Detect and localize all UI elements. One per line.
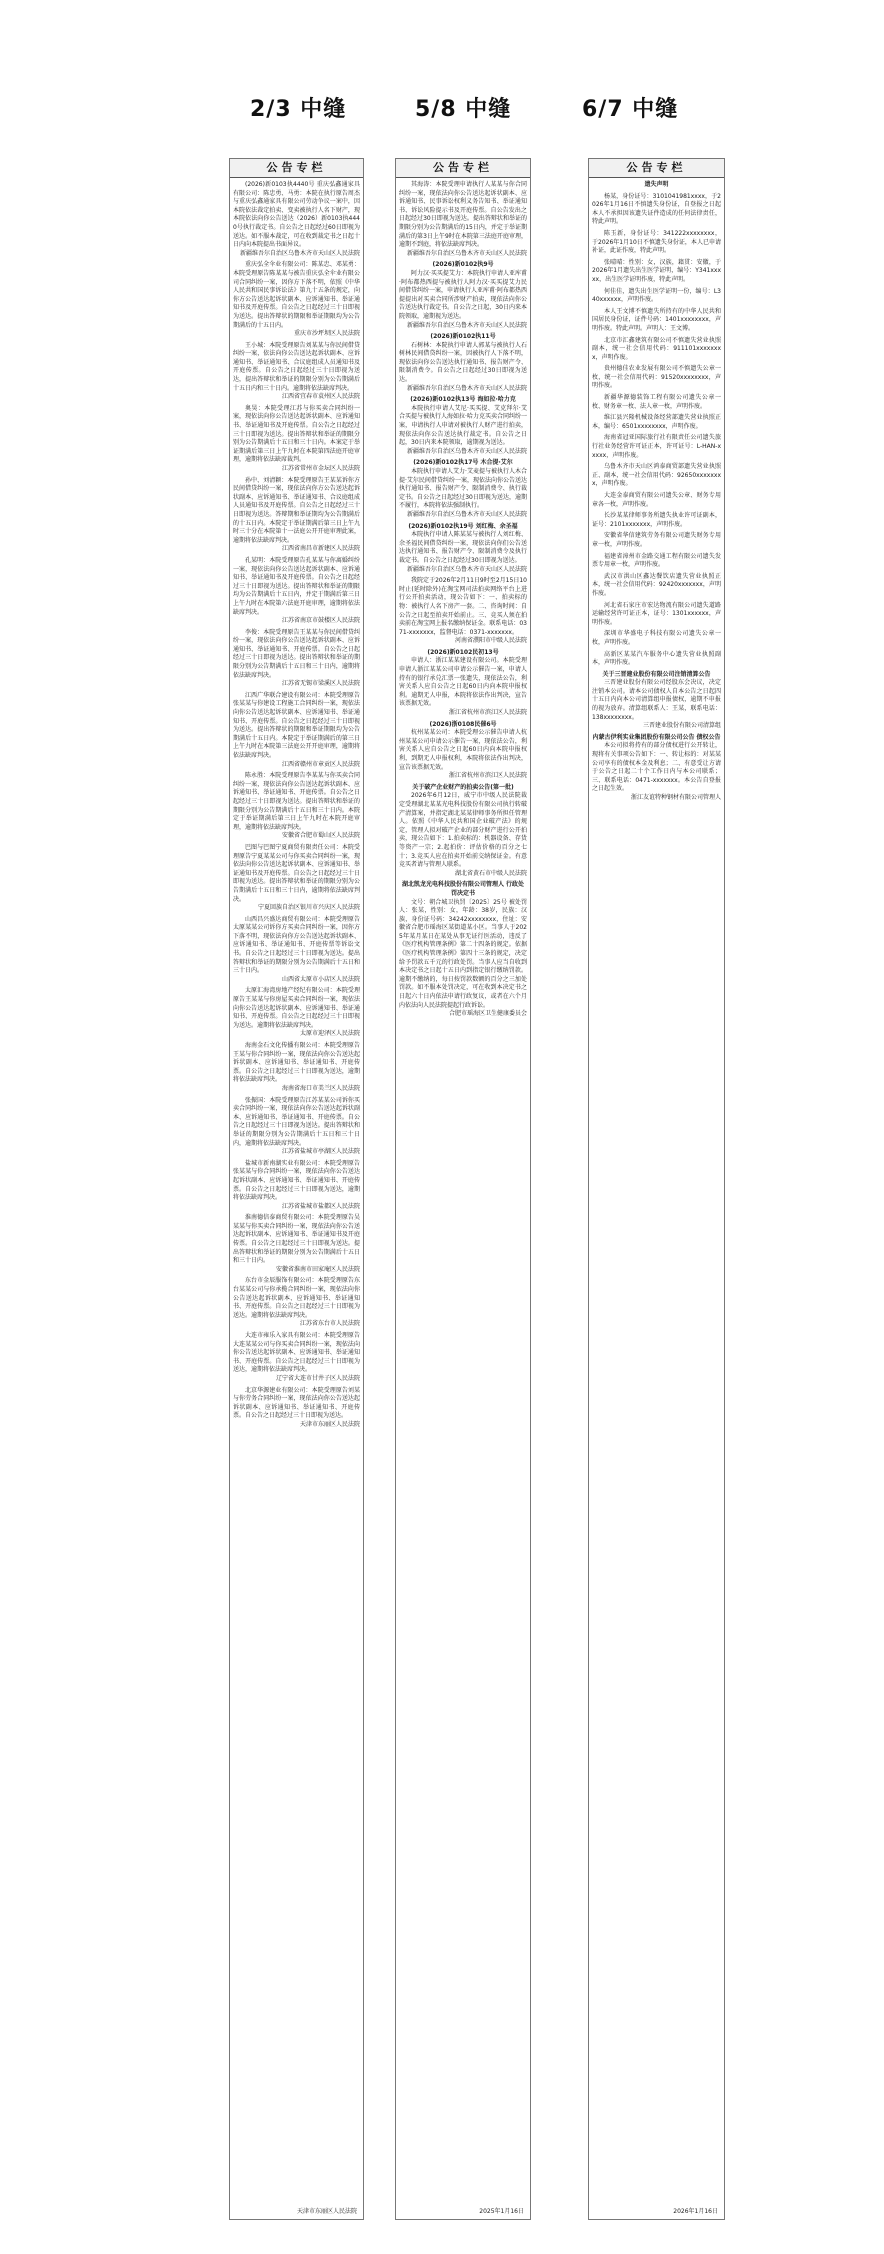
notice-entry: [592, 337, 721, 363]
notice-title: 关于三晋建业股份有限公司注销清算公告: [602, 670, 711, 678]
column-body: [589, 178, 724, 803]
notice-column-middle: [395, 158, 531, 2220]
notice-text: 王小城：本院受理原告刘某某与你民间借贷纠纷一案，依法向你公告送达起诉状副本、应诉通知书、举证通知书、合议庭组成人员通知书及开庭传票。自公告之日起经过三十日即视为送达，提出答辩状和举证的期限分别为公告期满后十五日内和三十日内。逾期将依法缺席判决。: [233, 341, 360, 392]
notice-entry: [233, 844, 360, 913]
notice-entry: [592, 230, 721, 256]
notice-entry: [592, 181, 721, 190]
notice-signature: 江西省宜春市袁州区人民法院: [281, 393, 360, 401]
notice-text: 海南省冠亚国际旅行社有限责任公司遗失旅行社业务经营许可证正本，许可证号：L-HAN-xxxxx，声明作废。: [592, 434, 721, 459]
notice-signature: 浙江友谊特种钢材有限公司管理人: [630, 794, 721, 801]
notice-text: 福建省漳州市金路交通工程有限公司遗失发票专用章一枚，声明作废。: [592, 552, 721, 569]
notice-signature: 河南省濮阳市中级人民法院: [454, 637, 527, 645]
notice-entry: [592, 288, 721, 305]
notice-text: 海南金石文化传播有限公司：本院受理原告王某与你合同纠纷一案，现依法向你公告送达起诉状副本、应诉通知书、举证通知书、开庭传票。自公告之日起经过三十日即视为送达，逾期将依法缺席判决。: [233, 1042, 360, 1084]
notice-entry: [399, 577, 527, 646]
notice-entry: [233, 1332, 360, 1384]
notice-entry: [592, 463, 721, 489]
notice-entry: [592, 492, 721, 509]
notice-text: 2026年6月12日，威宁市中级人民法院裁定受理湖北某某光电科技股份有限公司执行转破产清算案，并指定湖北某某律师事务所担任管理人。依照《中华人民共和国企业破产法》的规定，管理人拟对破产企业的部分财产进行公开拍卖，现公告如下：1.拍卖标的：机器设备、存货等资产一宗；2.起拍价：评估价格的百分之七十；3.竞买人应在拍卖开始前交纳保证金。有意竞买者请与管理人联系。: [399, 792, 527, 869]
notice-text: 大连市雍乐入家具有限公司：本院受理原告大连某某公司与你买卖合同纠纷一案，现依法向你公告送达起诉状副本、应诉通知书、举证通知书、开庭传票。自公告之日起经过三十日即视为送达，逾期将依法缺席判决。: [233, 1332, 360, 1374]
notice-title: 遗失声明: [644, 181, 669, 188]
column-footer: 天津市东丽区人民法院: [296, 2208, 357, 2215]
notice-text: 大连金泰商贸有限公司遗失公章、财务专用章各一枚，声明作废。: [592, 492, 721, 508]
notice-signature: 辽宁省大连市甘井子区人民法院: [275, 1374, 360, 1382]
notice-entry: [592, 553, 721, 570]
notice-signature: 新疆维吾尔自治区乌鲁木齐市天山区人民法院: [239, 249, 360, 257]
column-header: 公告专栏: [230, 159, 363, 178]
column-footer: 2026年1月16日: [673, 2208, 718, 2215]
notice-text: 陈永胜：本院受理原告李某某与你买卖合同纠纷一案，现依法向你公告送达起诉状副本、应诉通知书、举证通知书、开庭传票。自公告之日起经过三十日即视为送达。提出答辩状和举证的期限分别为公告期满后十五日和三十日内。本院定于举证期满后第三日上午九时在本院开庭审理，逾期将依法缺席判决。: [233, 772, 360, 831]
notice-entry: [592, 573, 721, 599]
notice-entry: [233, 1042, 360, 1094]
notice-entry: [592, 308, 721, 334]
notice-signature: 江苏省盐城市盐都区人民法院: [281, 1202, 360, 1210]
notice-entry: [233, 772, 360, 841]
notice-entry: [592, 512, 721, 529]
notice-title: (2026)新0102执9号: [432, 261, 494, 269]
notice-text: 杭州某某公司：本院受理公示催告申请人杭州某某公司申请公示催告一案，现依法公告，利害关系人应自公告之日起60日内向本院申报权利，到期无人申报权利，本院将依法作出判决，宣告该票据无效。: [399, 729, 527, 771]
notice-text: 杨某，身份证号：3101041981xxxx，于2026年1月16日不慎遗失身份证，自登报之日起本人不承担因该遗失证件造成的任何法律责任，特此声明。: [592, 192, 721, 226]
notice-entry: [592, 259, 721, 285]
notice-entry: [233, 987, 360, 1039]
notice-text: 奥昊：本院受理江苏与你买卖合同纠纷一案，现依法向你公告送达起诉状副本、应诉通知书、举证通知书及开庭传票。自公告之日起经过三十日即视为送达。提出答辩状和举证的期限分别为公告期满后十五日和三十日内。本案定于举证期满后第三日上午九时在本院第四法庭开庭审理，逾期将依法缺席裁判。: [233, 404, 360, 464]
notice-entry: [399, 721, 527, 781]
notice-text: (2026)新0103执4440号 重庆弘鑫通家具有限公司：陈忠勇、马勇：本院在执行原告周杰与重庆弘鑫通家具有限公司劳动争议一案中，因本院依法裁定拍卖、变卖被执行人名下财产，现本院依法向你公告送达（2026）新0103执4440号执行裁定书。自公告之日起经过60日即视为送达。如不服本裁定，可在收到裁定书之日起十日内向本院提出书面异议。: [233, 181, 360, 249]
column-header: 公告专栏: [589, 159, 724, 178]
notice-title: (2026)新0102民初13号: [427, 648, 499, 656]
notice-signature: 江苏省盐城市亭湖区人民法院: [281, 1148, 360, 1156]
notice-title: (2026)新0102执11号: [430, 333, 496, 341]
notice-entry: [592, 734, 721, 803]
notice-title: (2026)新0102执17号 木合提·艾尔: [413, 459, 513, 467]
notice-text: 张晴晴：性别：女，汉族，籍贯：安徽，于2026年1月遗失出生医学证明，编号：Y341xxxxx，出生医学证明作废，特此声明。: [592, 258, 721, 283]
notice-text: 新疆华源德装饰工程有限公司遗失公章一枚、财务章一枚、法人章一枚，声明作废。: [592, 394, 721, 410]
notice-entry: [592, 394, 721, 411]
notice-text: 李俊：本院受理原告王某某与你民间借贷纠纷一案，现依法向你公告送达起诉状副本、应诉通知书、举证通知书、开庭传票。自公告之日起经过三十日即视为送达。提出答辩状和举证的期限分别为公告期满后十五日和三十日内，逾期将依法缺席判决。: [233, 628, 360, 679]
notice-signature: 安徽省淮南市田家庵区人民法院: [275, 1265, 360, 1273]
notice-title: (2026)新0102执19号 刘红梅、余圣福: [408, 522, 518, 530]
notice-text: 重庆弘全伞业有限公司：陈某忠、邓某勇：本院受理原告陈某某与被告重庆弘全伞业有限公司合同纠纷一案，因你方下落不明，依照《中华人民共和国民事诉讼法》第九十五条的规定，向你方公告送达起诉状副本、应诉通知书、举证通知书及开庭传票。自公告之日起经过三十日即视为送达。提出答辩状的期限和举证期限均为公告期满后的十五日内。: [233, 261, 360, 329]
notice-text: 我院定于2026年2月11日9时至2月15日10时止(延时除外)在淘宝网司法拍卖网络平台上进行公开拍卖活动，现公告如下：一、拍卖标的物：被执行人名下房产一套。二、咨询时间：自公告之日起至拍卖开始前止。三、竞买人须在拍卖前在淘宝网上报名缴纳保证金。联系电话：0371-xxxxxxx，监督电话：0371-xxxxxxx。: [399, 577, 527, 636]
notice-text: 深圳市华盛电子科技有限公司遗失公章一枚，声明作废。: [592, 630, 721, 646]
notice-signature: 山西省太原市小店区人民法院: [281, 975, 360, 983]
notice-text: 武汉市洪山区鑫达餐饮店遗失营业执照正本，统一社会信用代码：92420xxxxxxx，声明作废。: [592, 572, 721, 597]
notice-entry: [399, 523, 527, 575]
notice-entry: [233, 1214, 360, 1274]
heading-column-left: 2/3 中缝: [250, 97, 347, 122]
notice-text: 本人王文博不慎遗失所持有的中华人民共和国居民身份证，证件号码：1401xxxxxxxx，声明作废。特此声明。声明人：王文博。: [592, 307, 721, 332]
notice-signature: 天津市东丽区人民法院: [299, 1420, 360, 1428]
notice-signature: 新疆维吾尔自治区乌鲁木齐市天山区人民法院: [406, 510, 527, 518]
notice-entry: [233, 1097, 360, 1157]
column-header: 公告专栏: [396, 159, 530, 178]
notice-text: 阿力汉·买买提艾力：本院执行申请人亚库甫·阿布都热西提与被执行人阿力汉·买买提艾力民间借贷纠纷一案，申请执行人亚库甫·阿布都热西提提出对买卖合同所涉财产拍卖，现依法向你公告送达执行裁定书。自公告之日起，30日内来本院领取，逾期视为送达。: [399, 269, 527, 320]
notice-text: 长沙某某律师事务所遗失执业许可证副本，证号：2101xxxxxxx，声明作废。: [592, 512, 721, 528]
notice-entry: [233, 692, 360, 769]
notice-entry: [233, 477, 360, 554]
notice-text: 本院执行申请人陈某某与被执行人刘红梅、余圣福民间借贷纠纷一案，现依法向你们公告送达执行通知书、报告财产令、限制消费令及执行裁定书。自公告之日起经过30日即视为送达。: [399, 531, 527, 564]
notice-signature: 海南省海口市美兰区人民法院: [281, 1084, 360, 1092]
notice-entry: [233, 557, 360, 626]
notice-text: 孙中、刘清颖：本院受理原告王某某诉你方民间借贷纠纷一案，现依法向你方公告送达起诉状副本、应诉通知书、举证通知书、合议庭组成人员通知书及开庭传票。自公告之日起经过三十日即视为送达。答辩期和举证期均为公告期满后的十五日内。本院定于举证期满后第三日上午九时三十分在本院第十一法庭公开开庭审理此案，逾期将依法缺席判决。: [233, 476, 360, 544]
notice-text: 三晋建业股份有限公司经股东会决议，决定注销本公司。请本公司债权人自本公告之日起四十五日内向本公司清算组申报债权，逾期不申报的视为放弃。清算组联系人：王某，联系电话：138xxxxxxxx。: [592, 679, 721, 721]
notice-text: 淮南德信泰商贸有限公司：本院受理原告吴某某与你买卖合同纠纷一案，现依法向你公告送达起诉状副本、应诉通知书、举证通知书及开庭传票。自公告之日起经过三十日即视为送达。提出答辩状和举证的期限分别为公告期满后十五日和三十日内。: [233, 1214, 360, 1265]
notice-text: 石树林：本院执行申请人郭某与被执行人石树林民间借贷纠纷一案，因被执行人下落不明，现依法向你公告送达执行通知书、报告财产令、限制消费令。自公告之日起经过30日即视为送达。: [399, 341, 527, 384]
notice-text: 山西昌兴盛达商贸有限公司：本院受理原告太原某某公司诉你方买卖合同纠纷一案，因你方下落不明，现依法向你方公告送达起诉状副本、应诉通知书、举证通知书、开庭传票等诉讼文书。自公告之日起经过三十日即视为送达。提出答辩状和举证的期限分别为公告期满后十五日和三十日内。: [233, 915, 360, 975]
notice-column-right: [588, 158, 725, 2220]
notice-entry: [592, 193, 721, 227]
notice-text: 本院执行申请人艾尼·买买提、艾克拜尔·艾合买提与被执行人海如拉·哈力克买卖合同纠纷一案，申请执行人申请对被执行人财产进行拍卖，现依法向你公告送达执行裁定书。自公告之日起，30日内来本院领取，逾期视为送达。: [399, 404, 527, 447]
notice-text: 巴图与巴图宁夏商贸有限责任公司：本院受理原告宁夏某某公司与你买卖合同纠纷一案，现依法向你公告送达起诉状副本、应诉通知书、举证通知书及开庭传票。自公告之日起经过三十日即视为送达。提出答辩状和举证的期限分别为公告期满后十五日和三十日内，逾期将依法缺席判决。: [233, 843, 360, 903]
notice-entry: [399, 784, 527, 879]
notice-entry: [592, 630, 721, 647]
notice-entry: [399, 881, 527, 1019]
notice-entry: [399, 396, 527, 456]
column-body: [396, 178, 530, 1019]
notice-entry: [399, 181, 527, 258]
notice-text: 本公司拟将持有的部分债权进行公开转让，现将有关事项公告如下：一、转让标的：对某某公司享有的债权本金及利息；二、有意受让方请于公告之日起二十个工作日内与本公司联系；三、联系电话：0471-xxxxxxx。本公告自登报之日起生效。: [592, 742, 721, 793]
notice-signature: 江苏省南京市鼓楼区人民法院: [281, 617, 360, 625]
notice-signature: 浙江省杭州市滨江区人民法院: [448, 709, 527, 717]
notice-signature: 合肥市瑶海区卫生健康委员会: [448, 1010, 527, 1018]
notice-text: 何佳佳，遗失出生医学证明一份，编号：L340xxxxxx，声明作废。: [592, 287, 721, 304]
notice-entry: [233, 1387, 360, 1430]
notice-signature: 安徽省合肥市蜀山区人民法院: [281, 832, 360, 840]
notice-signature: 三晋建业股份有限公司清算组: [642, 722, 721, 730]
notice-signature: 江西省南昌市新建区人民法院: [281, 545, 360, 553]
notice-signature: 江苏省东台市人民法院: [299, 1320, 360, 1328]
notice-title: (2026)浙0108民催6号: [429, 720, 497, 728]
notice-entry: [592, 651, 721, 668]
notice-signature: 江西省赣州市章贡区人民法院: [281, 760, 360, 768]
notice-entry: [592, 414, 721, 431]
notice-text: 孔某明：本院受理原告孔某某与你离婚纠纷一案，现依法向你公告送达起诉状副本、应诉通知书、举证通知书及开庭传票。自公告之日起经过三十日即视为送达。提出答辩状和举证的期限均为公告期满后十五日内，并定于期满后第三日上午九时在本院第六法庭开庭审理，逾期将依法缺席判决。: [233, 556, 360, 616]
notice-text: 陈玉新，身份证号：341222xxxxxxxx，于2026年1月10日不慎遗失身份证，本人已申请补证，此证作废，特此声明。: [592, 229, 721, 255]
notice-column-left: [229, 158, 364, 2220]
notice-text: 本院执行申请人艾力·艾麦提与被执行人木合提·艾尔民间借贷纠纷一案，现依法向你公告送达执行通知书、报告财产令、限制消费令、执行裁定书。自公告之日起经过30日即视为送达，逾期不履行，本院将依法强制执行。: [399, 468, 527, 510]
notice-text: 高新区某某汽车服务中心遗失营业执照副本，声明作废。: [592, 650, 721, 667]
notice-text: 文号：朝合城卫执罚〔2025〕25号 被处罚人：张某，性别：女，年龄：38岁，民族：汉族，身份证号码：34242xxxxxxxx，住址：安徽省合肥市瑶海区某街道某小区。当事人于2025年某月某日在某处从事无证行医活动，违反了《医疗机构管理条例》第二十四条的规定。依据《医疗机构管理条例》第四十三条的规定，决定给予罚款五千元的行政处罚。当事人应当自收到本决定书之日起十五日内到指定银行缴纳罚款。逾期不缴纳的，每日按罚款数额的百分之三加处罚款。如不服本处罚决定，可在收到本决定书之日起六十日内依法申请行政复议，或者在六个月内依法向人民法院提起行政诉讼。: [399, 898, 527, 1009]
notice-text: 乌鲁木齐市天山区鸿泰商贸部遗失营业执照正、副本，统一社会信用代码：92650xxxxxxxx，声明作废。: [592, 463, 721, 488]
notice-signature: 新疆维吾尔自治区乌鲁木齐市天山区人民法院: [406, 249, 527, 257]
column-body: [230, 178, 363, 1430]
notice-entry: [592, 434, 721, 460]
notice-entry: [233, 261, 360, 338]
notice-signature: 新疆维吾尔自治区乌鲁木齐市天山区人民法院: [406, 321, 527, 329]
notice-entry: [399, 261, 527, 330]
notice-entry: [233, 629, 360, 689]
notice-entry: [233, 342, 360, 402]
notice-signature: 新疆维吾尔自治区乌鲁木齐市天山区人民法院: [406, 447, 527, 455]
notice-title: 湖北凯龙光电科技股份有限公司管理人 行政处罚决定书: [401, 881, 525, 897]
notice-text: 贵州德佳农业发展有限公司不慎遗失公章一枚，统一社会信用代码：91520xxxxxxxx，声明作废。: [592, 365, 721, 390]
notice-entry: [233, 181, 360, 258]
notice-title: (2026)新0102执13号 海如拉·哈力克: [410, 396, 516, 404]
notice-text: 安徽省华信建筑劳务有限公司遗失财务专用章一枚，声明作废。: [592, 532, 721, 548]
notice-signature: 重庆市沙坪坝区人民法院: [293, 330, 360, 338]
notice-entry: [399, 459, 527, 519]
notice-text: 盐城市新南湖实业有限公司：本院受理原告张某某与你合同纠纷一案，现依法向你公告送达起诉状副本、应诉通知书、举证通知书、开庭传票。自公告之日起经过三十日即视为送达，逾期将依法缺席判决。: [233, 1159, 360, 1202]
notice-entry: [592, 365, 721, 391]
notice-signature: 新疆维吾尔自治区乌鲁木齐市天山区人民法院: [406, 565, 527, 573]
notice-text: 张振国：本院受理原告江苏某某公司诉你买卖合同纠纷一案，现依法向你公告送达起诉状副本、应诉通知书、举证通知书、开庭传票。自公告之日起经过三十日即视为送达。提出答辩状和举证的期限分别为公告期满后十五日和三十日内，逾期将依法缺席判决。: [233, 1096, 360, 1147]
notice-signature: 新疆维吾尔自治区乌鲁木齐市天山区人民法院: [406, 384, 527, 392]
notice-signature: 江苏省无锡市梁溪区人民法院: [281, 680, 360, 688]
notice-text: 北京华源建业有限公司：本院受理原告刘某与你劳务合同纠纷一案，现依法向你公告送达起诉状副本、应诉通知书、举证通知书、开庭传票。自公告之日起经过三十日即视为送达。: [233, 1386, 360, 1420]
notice-text: 申请人：浙江某某建设有限公司。本院受理申请人浙江某某公司申请公示催告一案，申请人持有的银行承兑汇票一张遗失，现依法公告，利害关系人应自公告之日起60日内向本院申报权利。逾期无人申报，本院将依法作出判决，宣告该票据无效。: [399, 657, 527, 708]
notice-entry: [399, 333, 527, 393]
notice-title: 关于破产企业财产的拍卖公告(第一批): [412, 783, 514, 791]
heading-column-right: 6/7 中缝: [582, 97, 679, 122]
notice-text: 江西广华联合建设有限公司：本院受理原告张某某与你建设工程施工合同纠纷一案，现依法向你公告送达起诉状副本、应诉通知书、举证通知书、开庭传票。自公告之日起经过三十日即视为送达。提出答辩状的期限和举证期限均为公告期满后十五日内。本院定于举证期满后的第三日上午九时在本院第三法庭公开开庭审理，逾期将依法缺席判决。: [233, 691, 360, 759]
notice-entry: [592, 671, 721, 731]
notice-entry: [233, 1277, 360, 1329]
notice-entry: [399, 649, 527, 718]
notice-signature: 宁夏回族自治区银川市兴庆区人民法院: [257, 904, 360, 912]
notice-text: 东台市金辰服饰有限公司：本院受理原告东台某某公司与你承揽合同纠纷一案，现依法向你公告送达起诉状副本、应诉通知书、举证通知书、开庭传票。自公告之日起经过三十日即视为送达。逾期将依法缺席判决。: [233, 1277, 360, 1319]
notice-signature: 江苏省常州市金坛区人民法院: [281, 465, 360, 472]
notice-text: 太原汇海湾房地产经纪有限公司：本院受理原告王某某与你房屋买卖合同纠纷一案，现依法向你公告送达起诉状副本、应诉通知书、举证通知书、开庭传票。自公告之日起经过三十日即视为送达。逾期将依法缺席判决。: [233, 987, 360, 1029]
heading-column-middle: 5/8 中缝: [415, 97, 512, 122]
notice-entry: [233, 405, 360, 474]
notice-entry: [592, 532, 721, 549]
notice-text: 维江县兴隆机械设备经营部遗失营业执照正本，编号：6501xxxxxxxx，声明作废。: [592, 414, 721, 430]
notice-signature: 太原市迎泽区人民法院: [299, 1030, 360, 1038]
column-footer: 2025年1月16日: [479, 2208, 524, 2215]
notice-entry: [592, 602, 721, 628]
notice-text: 其海涛：本院受理申请执行人某某与你合同纠纷一案，现依法向你公告送达起诉状副本、应诉通知书、民事诉讼权利义务告知书、举证通知书、诉讼风险提示书及开庭传票。自公告发出之日起经过30日即视为送达。提出答辩状和举证的期限分别为公告期满后的15日内，并定于举证期满后的第3日上午9时在本院第三法庭开庭审理，逾期不到庭，将依法缺席判决。: [399, 181, 527, 249]
notice-text: 北京市汇鑫建筑有限公司不慎遗失营业执照副本，统一社会信用代码：911101xxxxxxxx，声明作废。: [592, 336, 721, 361]
notice-signature: 浙江省杭州市滨江区人民法院: [448, 772, 527, 780]
notice-entry: [233, 1160, 360, 1212]
notice-title: 内蒙古伊利实业集团股份有限公司公告 债权公告: [592, 733, 721, 741]
notice-entry: [233, 916, 360, 985]
notice-text: 河北省石家庄市宏达物流有限公司遗失道路运输经营许可证正本，证号：1301xxxxxx，声明作废。: [592, 601, 721, 626]
notice-signature: 湖北省黄石市中级人民法院: [454, 869, 527, 877]
